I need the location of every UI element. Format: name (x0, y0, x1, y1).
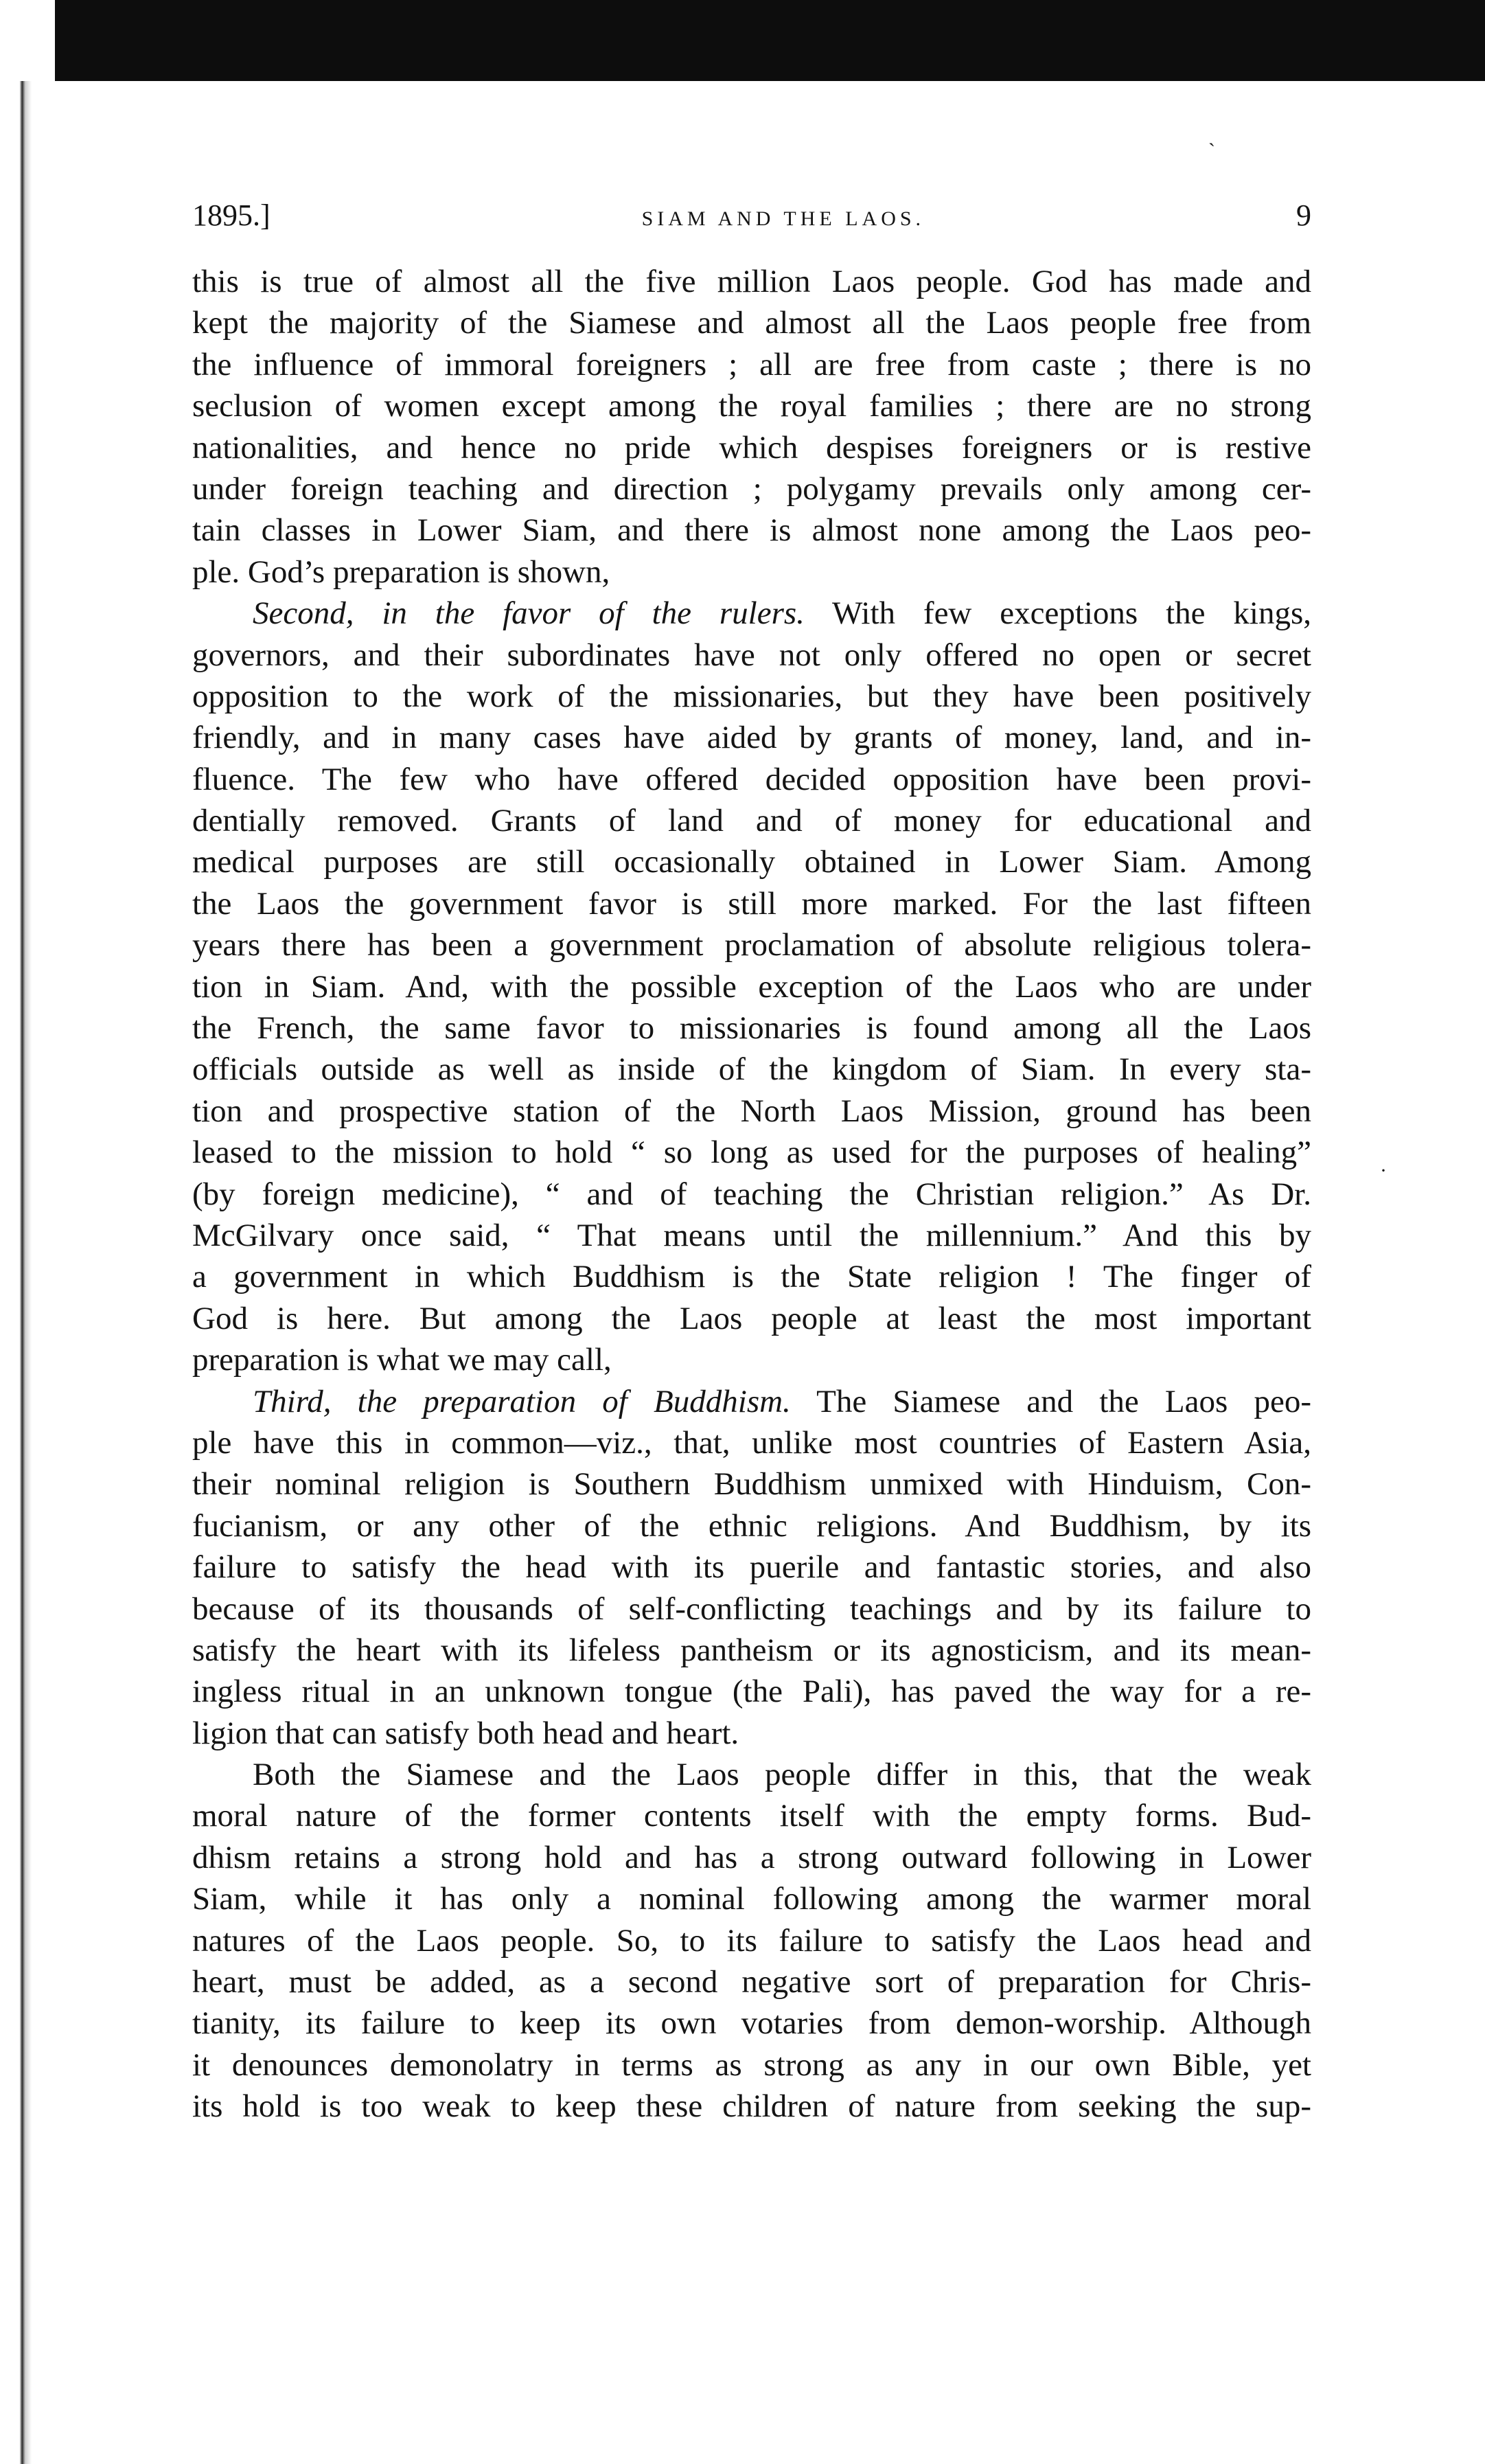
line-text: tion and prospective station of the North Laos Mission, ground has been (192, 1093, 1311, 1129)
text-line (192, 1174, 1311, 1215)
text-line (192, 1463, 1311, 1505)
text-line (192, 2044, 1311, 2086)
italic-heading: Third, the preparation of Buddhism. (253, 1383, 791, 1419)
line-text: friendly, and in many cases have aided by grants of money, land, and in- (192, 720, 1311, 756)
text-line (192, 1588, 1311, 1630)
line-text: fluence. The few who have offered decided opposition have been provi- (192, 761, 1311, 797)
line-text: tianity, its failure to keep its own votaries from demon-worship. Although (192, 2005, 1311, 2042)
running-header (192, 198, 1311, 239)
text-line (192, 1630, 1311, 1671)
line-text: ple have this in common—viz., that, unlike most countries of Eastern Asia, (192, 1424, 1311, 1461)
line-text: McGilvary once said, “ That means until the millennium.” And this by (192, 1217, 1311, 1253)
line-text: fucianism, or any other of the ethnic religions. And Buddhism, by its (192, 1507, 1311, 1544)
line-text: kept the majority of the Siamese and almost all the Laos people free from (192, 305, 1311, 341)
text-line (192, 1298, 1311, 1339)
line-text: the influence of immoral foreigners ; all are free from caste ; there is no (192, 346, 1311, 383)
line-text: medical purposes are still occasionally obtained in Lower Siam. Among (192, 844, 1311, 880)
line-text: this is true of almost all the five million Laos people. God has made and (192, 264, 1311, 299)
text-line (192, 1754, 1311, 1795)
text-line (192, 924, 1311, 966)
text-line (192, 717, 1311, 758)
text-line (192, 676, 1311, 717)
line-text: With few exceptions the kings, (804, 595, 1311, 632)
text-line (192, 635, 1311, 676)
line-text: their nominal religion is Southern Buddhism unmixed with Hinduism, Con- (192, 1466, 1311, 1503)
page-number: 9 (1296, 198, 1311, 232)
line-text: because of its thousands of self-conflicting teachings and by its failure to (192, 1590, 1311, 1627)
text-line (192, 1837, 1311, 1878)
line-text: (by foreign medicine), “ and of teaching the Christian religion.” As Dr. (192, 1176, 1311, 1212)
text-line (192, 261, 1311, 302)
text-line (192, 883, 1311, 924)
text-line (192, 468, 1311, 510)
line-text: heart, must be added, as a second negative sort of preparation for Chris- (192, 1964, 1311, 2000)
header-title: SIAM AND THE LAOS. (641, 207, 925, 230)
text-line (192, 1920, 1311, 1961)
line-text: ple. God’s preparation is shown, (192, 554, 610, 590)
text-line (192, 1132, 1311, 1173)
text-line (192, 1339, 1311, 1380)
line-text: the French, the same favor to missionaries is found among all the Laos (192, 1010, 1311, 1047)
text-line (192, 800, 1311, 841)
text-line (192, 841, 1311, 882)
line-text: leased to the mission to hold “ so long as used for the purposes of healing” (192, 1134, 1311, 1171)
line-text: Siam, while it has only a nominal following among the warmer moral (192, 1881, 1311, 1917)
italic-heading: Second, in the favor of the rulers. (253, 595, 805, 632)
line-text: it denounces demonolatry in terms as strong as any in our own Bible, yet (192, 2046, 1311, 2083)
text-line (192, 302, 1311, 343)
line-text: ingless ritual in an unknown tongue (the Pali), has paved the way for a re- (192, 1674, 1311, 1710)
line-text: satisfy the heart with its lifeless pantheism or its agnosticism, and its mean- (192, 1632, 1311, 1668)
text-line (192, 1422, 1311, 1463)
text-line (192, 1505, 1311, 1547)
line-text: tion in Siam. And, with the possible exception of the Laos who are under (192, 968, 1311, 1005)
text-line (192, 2086, 1311, 2127)
line-text: seclusion of women except among the royal families ; there are no strong (192, 388, 1311, 424)
text-line (192, 551, 1311, 593)
line-text: nationalities, and hence no pride which despises foreigners or is restive (192, 429, 1311, 466)
line-text: its hold is too weak to keep these children of nature from seeking the sup- (192, 2088, 1311, 2125)
line-text: dentially removed. Grants of land and of money for educational and (192, 803, 1311, 839)
scan-top-border (55, 0, 1485, 81)
line-text: a government in which Buddhism is the State religion ! The finger of (192, 1259, 1311, 1295)
text-line (192, 510, 1311, 551)
text-line (192, 1091, 1311, 1132)
line-text: officials outside as well as inside of the kingdom of Siam. In every sta- (192, 1051, 1311, 1088)
line-text: governors, and their subordinates have not only offered no open or secret (192, 637, 1311, 673)
scan-speck: · (1380, 1159, 1387, 1182)
line-text: failure to satisfy the head with its puerile and fantastic stories, and also (192, 1549, 1311, 1586)
text-line (192, 344, 1311, 385)
line-text: opposition to the work of the missionaries, but they have been positively (192, 678, 1311, 714)
text-line (192, 2003, 1311, 2044)
text-line (192, 1007, 1311, 1049)
line-text: God is here. But among the Laos people at least the most important (192, 1300, 1311, 1336)
text-line (192, 1215, 1311, 1256)
text-line (192, 1547, 1311, 1588)
line-text: Both the Siamese and the Laos people differ in this, that the weak (253, 1757, 1311, 1793)
text-line (192, 1381, 1311, 1422)
line-text: preparation is what we may call, (192, 1342, 612, 1378)
line-text: moral nature of the former contents itself with the empty forms. Bud- (192, 1798, 1311, 1834)
line-text: ligion that can satisfy both head and heart. (192, 1715, 739, 1751)
text-line (192, 1049, 1311, 1090)
line-text: The Siamese and the Laos peo- (790, 1383, 1311, 1419)
text-line (192, 1961, 1311, 2003)
text-line (192, 385, 1311, 426)
text-line (192, 427, 1311, 468)
text-line (192, 966, 1311, 1007)
header-year: 1895.] (192, 198, 270, 232)
line-text: years there has been a government proclamation of absolute religious tolera- (192, 927, 1311, 963)
line-text: under foreign teaching and direction ; polygamy prevails only among cer- (192, 470, 1311, 507)
line-text: tain classes in Lower Siam, and there is almost none among the Laos peo- (192, 512, 1311, 549)
text-line (192, 1671, 1311, 1712)
line-text: dhism retains a strong hold and has a strong outward following in Lower (192, 1839, 1311, 1875)
text-line (192, 1713, 1311, 1754)
text-line (192, 1256, 1311, 1297)
scan-left-binding-edge (0, 81, 32, 2464)
text-line (192, 1795, 1311, 1836)
text-line (192, 1878, 1311, 1919)
line-text: natures of the Laos people. So, to its failure to satisfy the Laos head and (192, 1922, 1311, 1959)
page-body-text (192, 261, 1311, 2128)
text-line (192, 593, 1311, 634)
scan-speck: ˋ (1208, 139, 1215, 162)
line-text: the Laos the government favor is still more marked. For the last fifteen (192, 885, 1311, 922)
text-line (192, 759, 1311, 800)
